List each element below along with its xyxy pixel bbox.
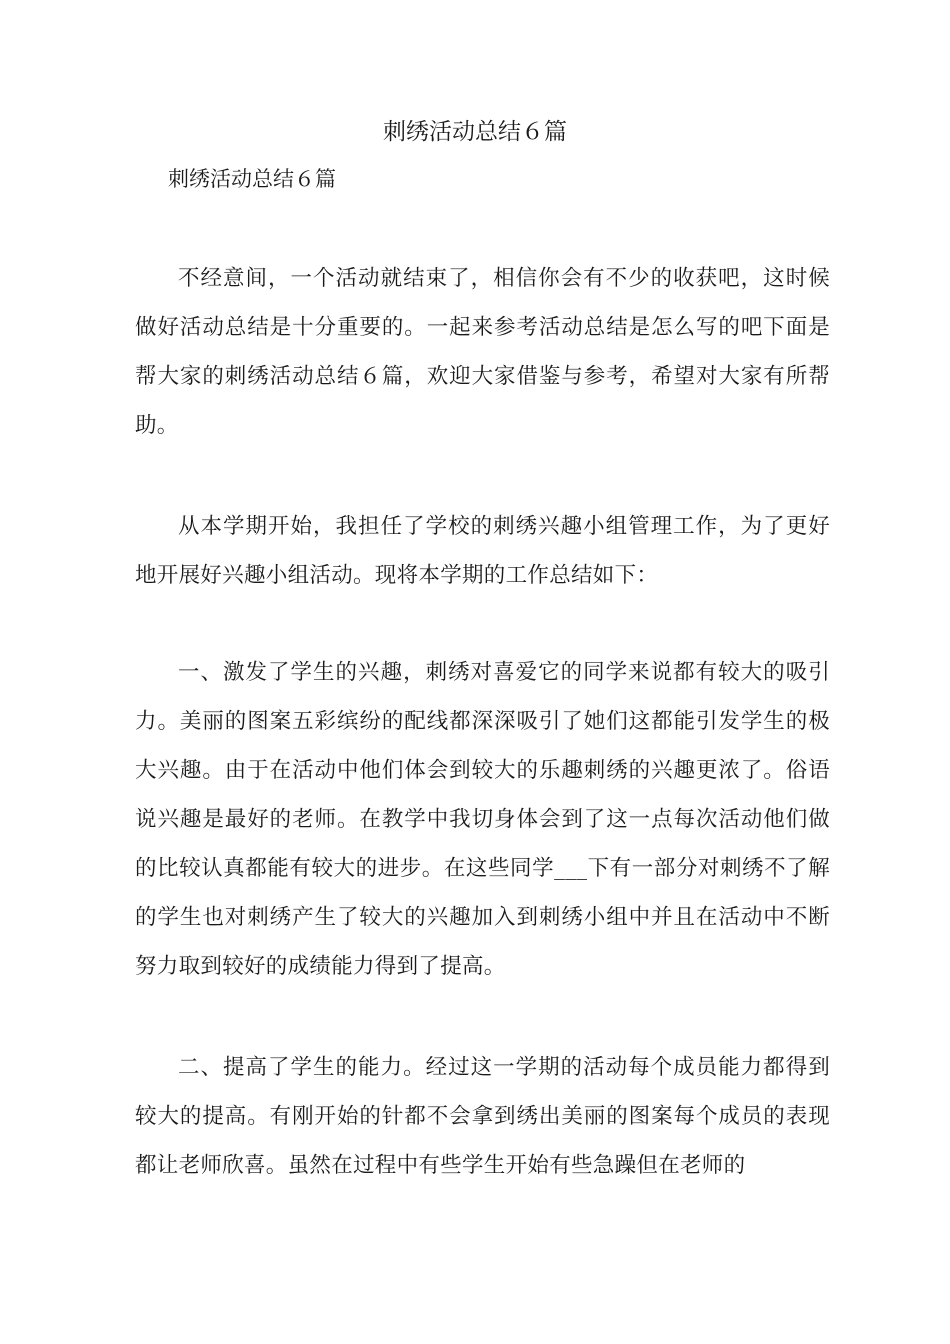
body-paragraph: 从本学期开始，我担任了学校的刺绣兴趣小组管理工作，为了更好地开展好兴趣小组活动。现将本学期的工作总结如下： — [135, 514, 830, 588]
document-title: 刺绣活动总结６篇 — [383, 119, 567, 145]
intro-paragraph: 不经意间，一个活动就结束了，相信你会有不少的收获吧，这时候做好活动总结是十分重要的。一起来参考活动总结是怎么写的吧下面是帮大家的刺绣活动总结６篇，欢迎大家借鉴与参考，希望对大家有所帮助。 — [135, 266, 830, 438]
body-paragraph: 一、激发了学生的兴趣，刺绣对喜爱它的同学来说都有较大的吸引力。美丽的图案五彩缤纷的配线都深深吸引了她们这都能引发学生的极大兴趣。由于在活动中他们体会到较大的乐趣刺绣的兴趣更浓了。俗语说兴趣是最好的老师。在教学中我切身体会到了这一点每次活动他们做的比较认真都能有较大的进步。在这些同学___下有一部分对刺绣不了解的学生也对刺绣产生了较大的兴趣加入到刺绣小组中并且在活动中不断努力取到较好的成绩能力得到了提高。 — [135, 660, 830, 979]
document-subtitle: 刺绣活动总结６篇 — [168, 167, 336, 191]
body-paragraph: 二、提高了学生的能力。经过这一学期的活动每个成员能力都得到较大的提高。有刚开始的针都不会拿到绣出美丽的图案每个成员的表现都让老师欣喜。虽然在过程中有些学生开始有些急躁但在老师的 — [135, 1055, 830, 1178]
